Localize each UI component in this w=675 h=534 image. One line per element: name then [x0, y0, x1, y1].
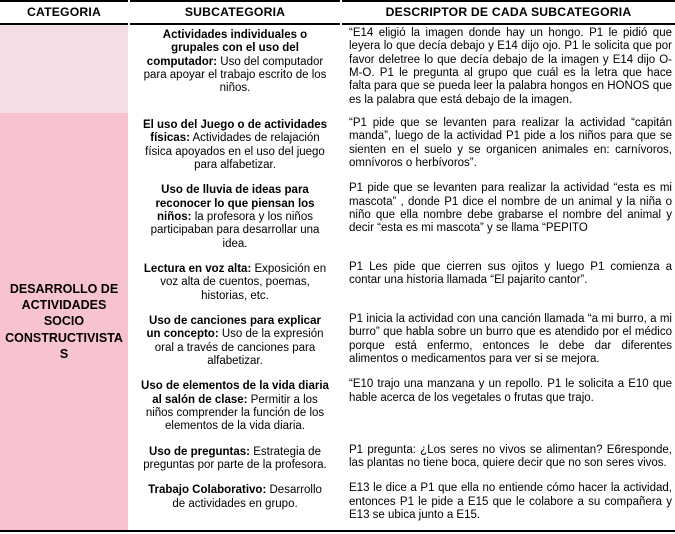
subcategory-cell-1 — [130, 25, 340, 115]
subcategory-definition: la profesora y los niños participaban para desarrollar una idea. — [150, 210, 320, 250]
category-shading-main — [0, 113, 128, 530]
subcategory-cell-4 — [130, 259, 340, 311]
subcategory-definition: Desarrollo de actividades en grupo. — [172, 484, 322, 510]
subcategory-cell-8 — [130, 480, 340, 530]
category-shading-top — [0, 25, 128, 113]
subcategory-definition: Permitir a los niños comprender la función de los elementos de la vida diaria. — [145, 393, 325, 433]
descriptor-cell-5: P1 inicia la actividad con una canción llamada “a mi burro, a mi burro” que habla sobre un burro que es atendido por el médico porque está enfermo, entonces le debe dar diferentes alimentos o medicamentos para ver si se mejora. — [349, 312, 672, 365]
descriptor-cell-4: P1 Les pide que cierren sus ojitos y luego P1 comienza a contar una historia llamada “El pajarito cantor”. — [349, 260, 672, 287]
descriptor-cell-2: “P1 pide que se levanten para realizar la actividad “capitán manda”, luego de la actividad P1 pide a los niños para que se sienten en el suelo y se organicen animales en: carnívoros, omnívoros o herbívoros”. — [349, 116, 672, 169]
subcategory-definition: Exposición en voz alta de cuentos, poemas, historias, etc. — [160, 262, 327, 302]
subcategory-definition: Estrategia de preguntas por parte de la profesora. — [143, 445, 327, 471]
subcategory-cell-2 — [130, 115, 340, 180]
subcategory-term: Uso de preguntas: — [149, 445, 250, 458]
descriptor-cell-7: P1 pregunta: ¿Los seres no vivos se alimentan? E6responde, las plantas no tiene boca, quiere decir que no son seres vivos. — [349, 443, 672, 469]
subcategory-term: El uso del Juego o de actividades físicas: — [142, 118, 328, 145]
category-label: DESARROLLO DE ACTIVIDADES SOCIO CONSTRUCTIVISTAS — [5, 281, 123, 361]
descriptor-cell-8: E13 le dice a P1 que ella no entiende cómo hacer la actividad, entonces P1 le pide a E15 que le colabore a su compañera y E13 se ubica junto a E15. — [349, 482, 672, 521]
descriptor-cell-6: “E10 trajo una manzana y un repollo. P1 le solicita a E10 que hable acerca de los vegetales o frutas que trajo. — [349, 378, 672, 404]
subcategory-term: Actividades individuales o grupales con el uso del computador: — [146, 29, 308, 68]
subcategory-definition: Uso del computador para apoyar el trabajo escrito de los niños. — [143, 55, 327, 95]
subcategory-term: Uso de lluvia de ideas para reconocer lo que piensan los niños: — [155, 184, 315, 223]
descriptor-cell-3: P1 pide que se levanten para realizar la actividad “esta es mi mascota” , donde P1 dice el nombre de un animal y la niña o niño que ella nombre debe grabarse el nombre del animal y decir “esta es mi mascota” y se llama “PEPITO — [349, 182, 672, 235]
column-header-categoria: CATEGORIA — [0, 0, 128, 25]
subcategory-term: Lectura en voz alta: — [143, 262, 252, 275]
subcategory-term: Uso de canciones para explicar un concepto: — [146, 314, 321, 341]
subcategory-definition: Actividades de relajación física apoyados en el uso del juego para alfabetizar. — [145, 132, 325, 171]
subcategory-term: Uso de elementos de la vida diaria al salón de clase: — [141, 380, 329, 406]
subcategory-cell-5 — [130, 311, 340, 376]
subcategory-cell-3 — [130, 180, 340, 259]
descriptor-cell-1: “E14 eligió la imagen donde hay un hongo. P1 le pidió que leyera lo que decía debajo y E14 dijo ojo. P1 le solicita que por favor deletree lo que decía debajo de la imagen y E14 dijo O-M-O. P1 le pregunta al grupo que cuál es la letra que hace falta para que se pueda leer la palabra hongos en HONOS que es la palabra que está debajo de la imagen. — [349, 27, 672, 106]
subcategory-definition: Uso de la expresión oral a través de canciones para alfabetizar. — [154, 328, 324, 367]
subcategory-cell-6 — [130, 376, 340, 441]
column-header-descriptor: DESCRIPTOR DE CADA SUBCATEGORIA — [342, 0, 675, 25]
column-header-subcategoria: SUBCATEGORIA — [130, 0, 340, 25]
category-cell — [0, 25, 128, 530]
subcategory-cell-7 — [130, 442, 340, 481]
subcategory-term: Trabajo Colaborativo: — [148, 484, 267, 497]
